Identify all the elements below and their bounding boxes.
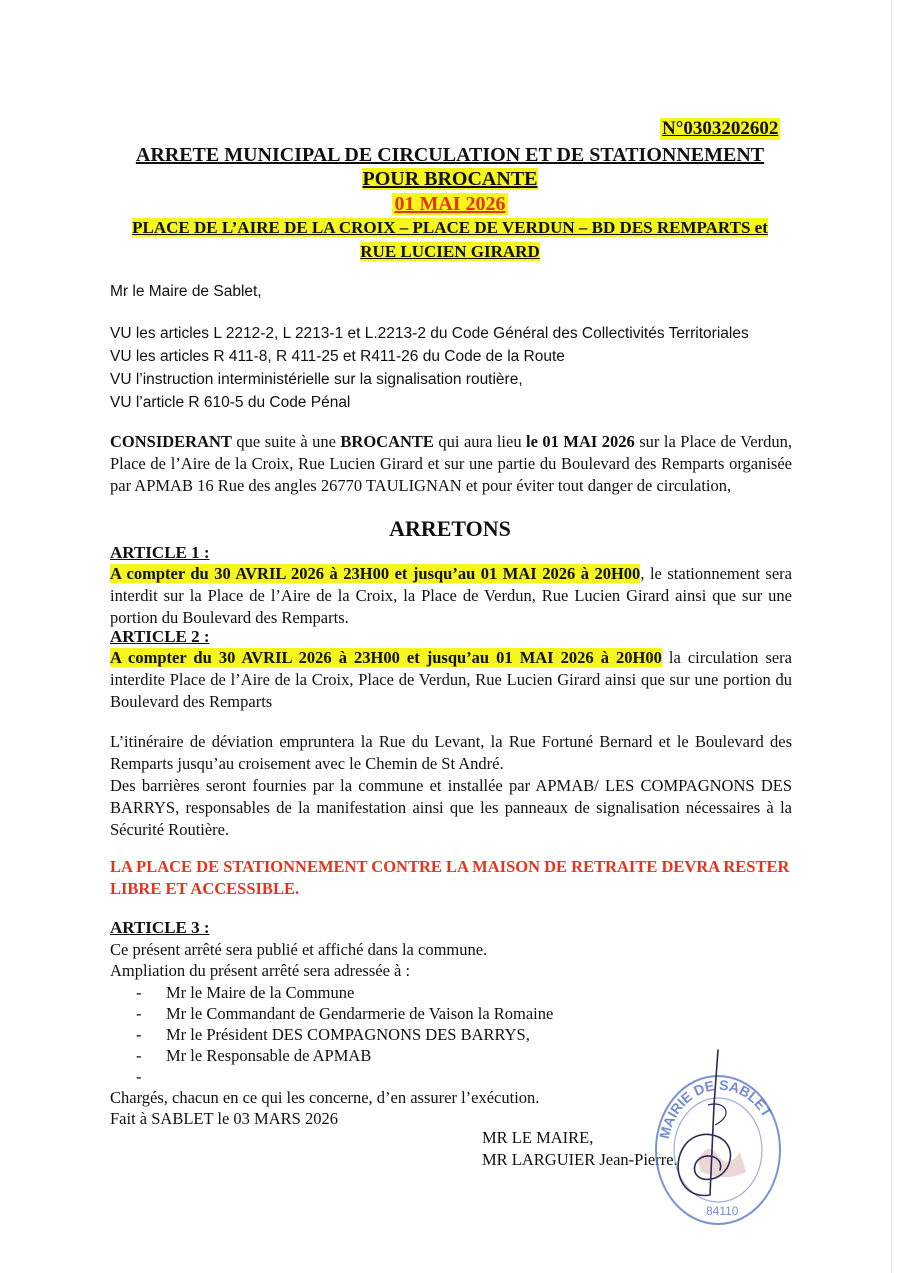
vu-line: VU l’article R 610-5 du Code Pénal (110, 394, 351, 411)
article-1-paragraph (110, 563, 792, 629)
deviation-paragraph: L’itinéraire de déviation empruntera la Rue du Levant, la Rue Fortuné Bernard et le Boulevard des Remparts jusqu’au croisement avec le Chemin de St André. (110, 732, 792, 773)
title-text-2: POUR BROCANTE (362, 168, 538, 190)
article-3-heading: ARTICLE 3 : (110, 918, 210, 937)
considerant-lead: CONSIDERANT (110, 432, 232, 451)
parking-warning: LA PLACE DE STATIONNEMENT CONTRE LA MAISON DE RETRAITE DEVRA RESTER LIBRE ET ACCESSIBLE. (110, 857, 790, 898)
salutation: Mr le Maire de Sablet, (110, 283, 262, 300)
vu-line: VU les articles L 2212-2, L 2213-1 et L.2213-2 du Code Général des Collectivités Territoriales (110, 325, 749, 342)
closing-line-1: Chargés, chacun en ce qui les concerne, d’en assurer l’exécution. (110, 1088, 540, 1107)
barriers-paragraph: Des barrières seront fournies par la commune et installée par APMAB/ LES COMPAGNONS DES BARRYS, responsables de la manifestation ainsi que les panneaux de signalisation nécessaires à la Sécurité Routière. (110, 776, 792, 839)
article-2-paragraph (110, 647, 792, 713)
legal-references (110, 322, 749, 414)
deviation-block (110, 731, 792, 841)
article-2-period: A compter du 30 AVRIL 2026 à 23H00 et jusqu’au 01 MAI 2026 à 20H00 (110, 648, 662, 667)
event-date-text: 01 MAI 2026 (394, 193, 506, 215)
article-3-line-1: Ce présent arrêté sera publié et affiché dans la commune. (110, 940, 488, 959)
list-item: - Mr le Président DES COMPAGNONS DES BARRYS, (136, 1025, 530, 1044)
considerant-text-3: sur la Place de Verdun, Place de l’Aire de la Croix, Rue Lucien Girard et sur une partie du Boulevard des Remparts organisée par APMAB 16 Rue des angles 26770 TAULIGNAN et pour éviter tout danger de circulation, (110, 432, 792, 495)
article-2-text: la circulation sera interdite Place de l’Aire de la Croix, Place de Verdun, Rue Lucien Girard ainsi que sur une portion du Boulevard des Remparts (110, 648, 793, 711)
list-item: - Mr le Maire de la Commune (136, 983, 355, 1002)
article-3-body (110, 939, 487, 981)
considerant-brocante: BROCANTE (340, 432, 434, 451)
title-text-1: ARRETE MUNICIPAL DE CIRCULATION ET DE STATIONNEMENT (135, 144, 765, 166)
list-bullet: - (136, 1025, 142, 1044)
title-line-1 (0, 144, 900, 167)
stamp-code: 84110 (706, 1204, 739, 1218)
considerant-text-1: que suite à une (231, 432, 341, 451)
title-line-2 (0, 168, 900, 191)
location-heading (0, 216, 900, 264)
considerant-paragraph (110, 431, 792, 497)
closing-line-2: Fait à SABLET le 03 MARS 2026 (110, 1109, 338, 1128)
list-item: - Mr le Commandant de Gendarmerie de Vaison la Romaine (136, 1004, 554, 1023)
closing (110, 1087, 539, 1129)
article-2-heading: ARTICLE 2 : (110, 627, 210, 646)
signatory-name: MR LARGUIER Jean-Pierre. (482, 1150, 678, 1169)
list-item: - Mr le Responsable de APMAB (136, 1046, 372, 1065)
considerant-text-2: qui aura lieu (433, 432, 527, 451)
article-1-heading: ARTICLE 1 : (110, 543, 210, 562)
article-1-period: A compter du 30 AVRIL 2026 à 23H00 et jusqu’au 01 MAI 2026 à 20H00 (110, 564, 641, 583)
location-line-2: RUE LUCIEN GIRARD (360, 242, 540, 261)
list-bullet: - (136, 1046, 142, 1065)
list-bullet: - (136, 983, 142, 1002)
signatory-title: MR LE MAIRE, (482, 1128, 594, 1147)
article-1-text: , le stationnement sera interdit sur la Place de l’Aire de la Croix, la Place de Verdun, Rue Lucien Girard ainsi que sur une portion du Boulevard des Remparts. (110, 564, 792, 627)
signature-icon (640, 1045, 760, 1220)
list-item (136, 1066, 553, 1087)
event-date (0, 193, 900, 216)
recipient-list (136, 982, 553, 1087)
decree-number: N°0303202602 (662, 118, 779, 139)
list-bullet: - (136, 1067, 142, 1086)
considerant-date: le 01 MAI 2026 (526, 432, 635, 451)
stamp-text: MAIRIE DE SABLET (655, 1076, 776, 1141)
vu-line: VU les articles R 411-8, R 411-25 et R411-26 du Code de la Route (110, 348, 565, 365)
list-bullet: - (136, 1004, 142, 1023)
article-3-line-2: Ampliation du présent arrêté sera adressée à : (110, 961, 411, 980)
location-line-1: PLACE DE L’AIRE DE LA CROIX – PLACE DE VERDUN – BD DES REMPARTS et (132, 218, 768, 237)
arretons-heading: ARRETONS (389, 516, 511, 541)
vu-line: VU l’instruction interministérielle sur la signalisation routière, (110, 371, 523, 388)
